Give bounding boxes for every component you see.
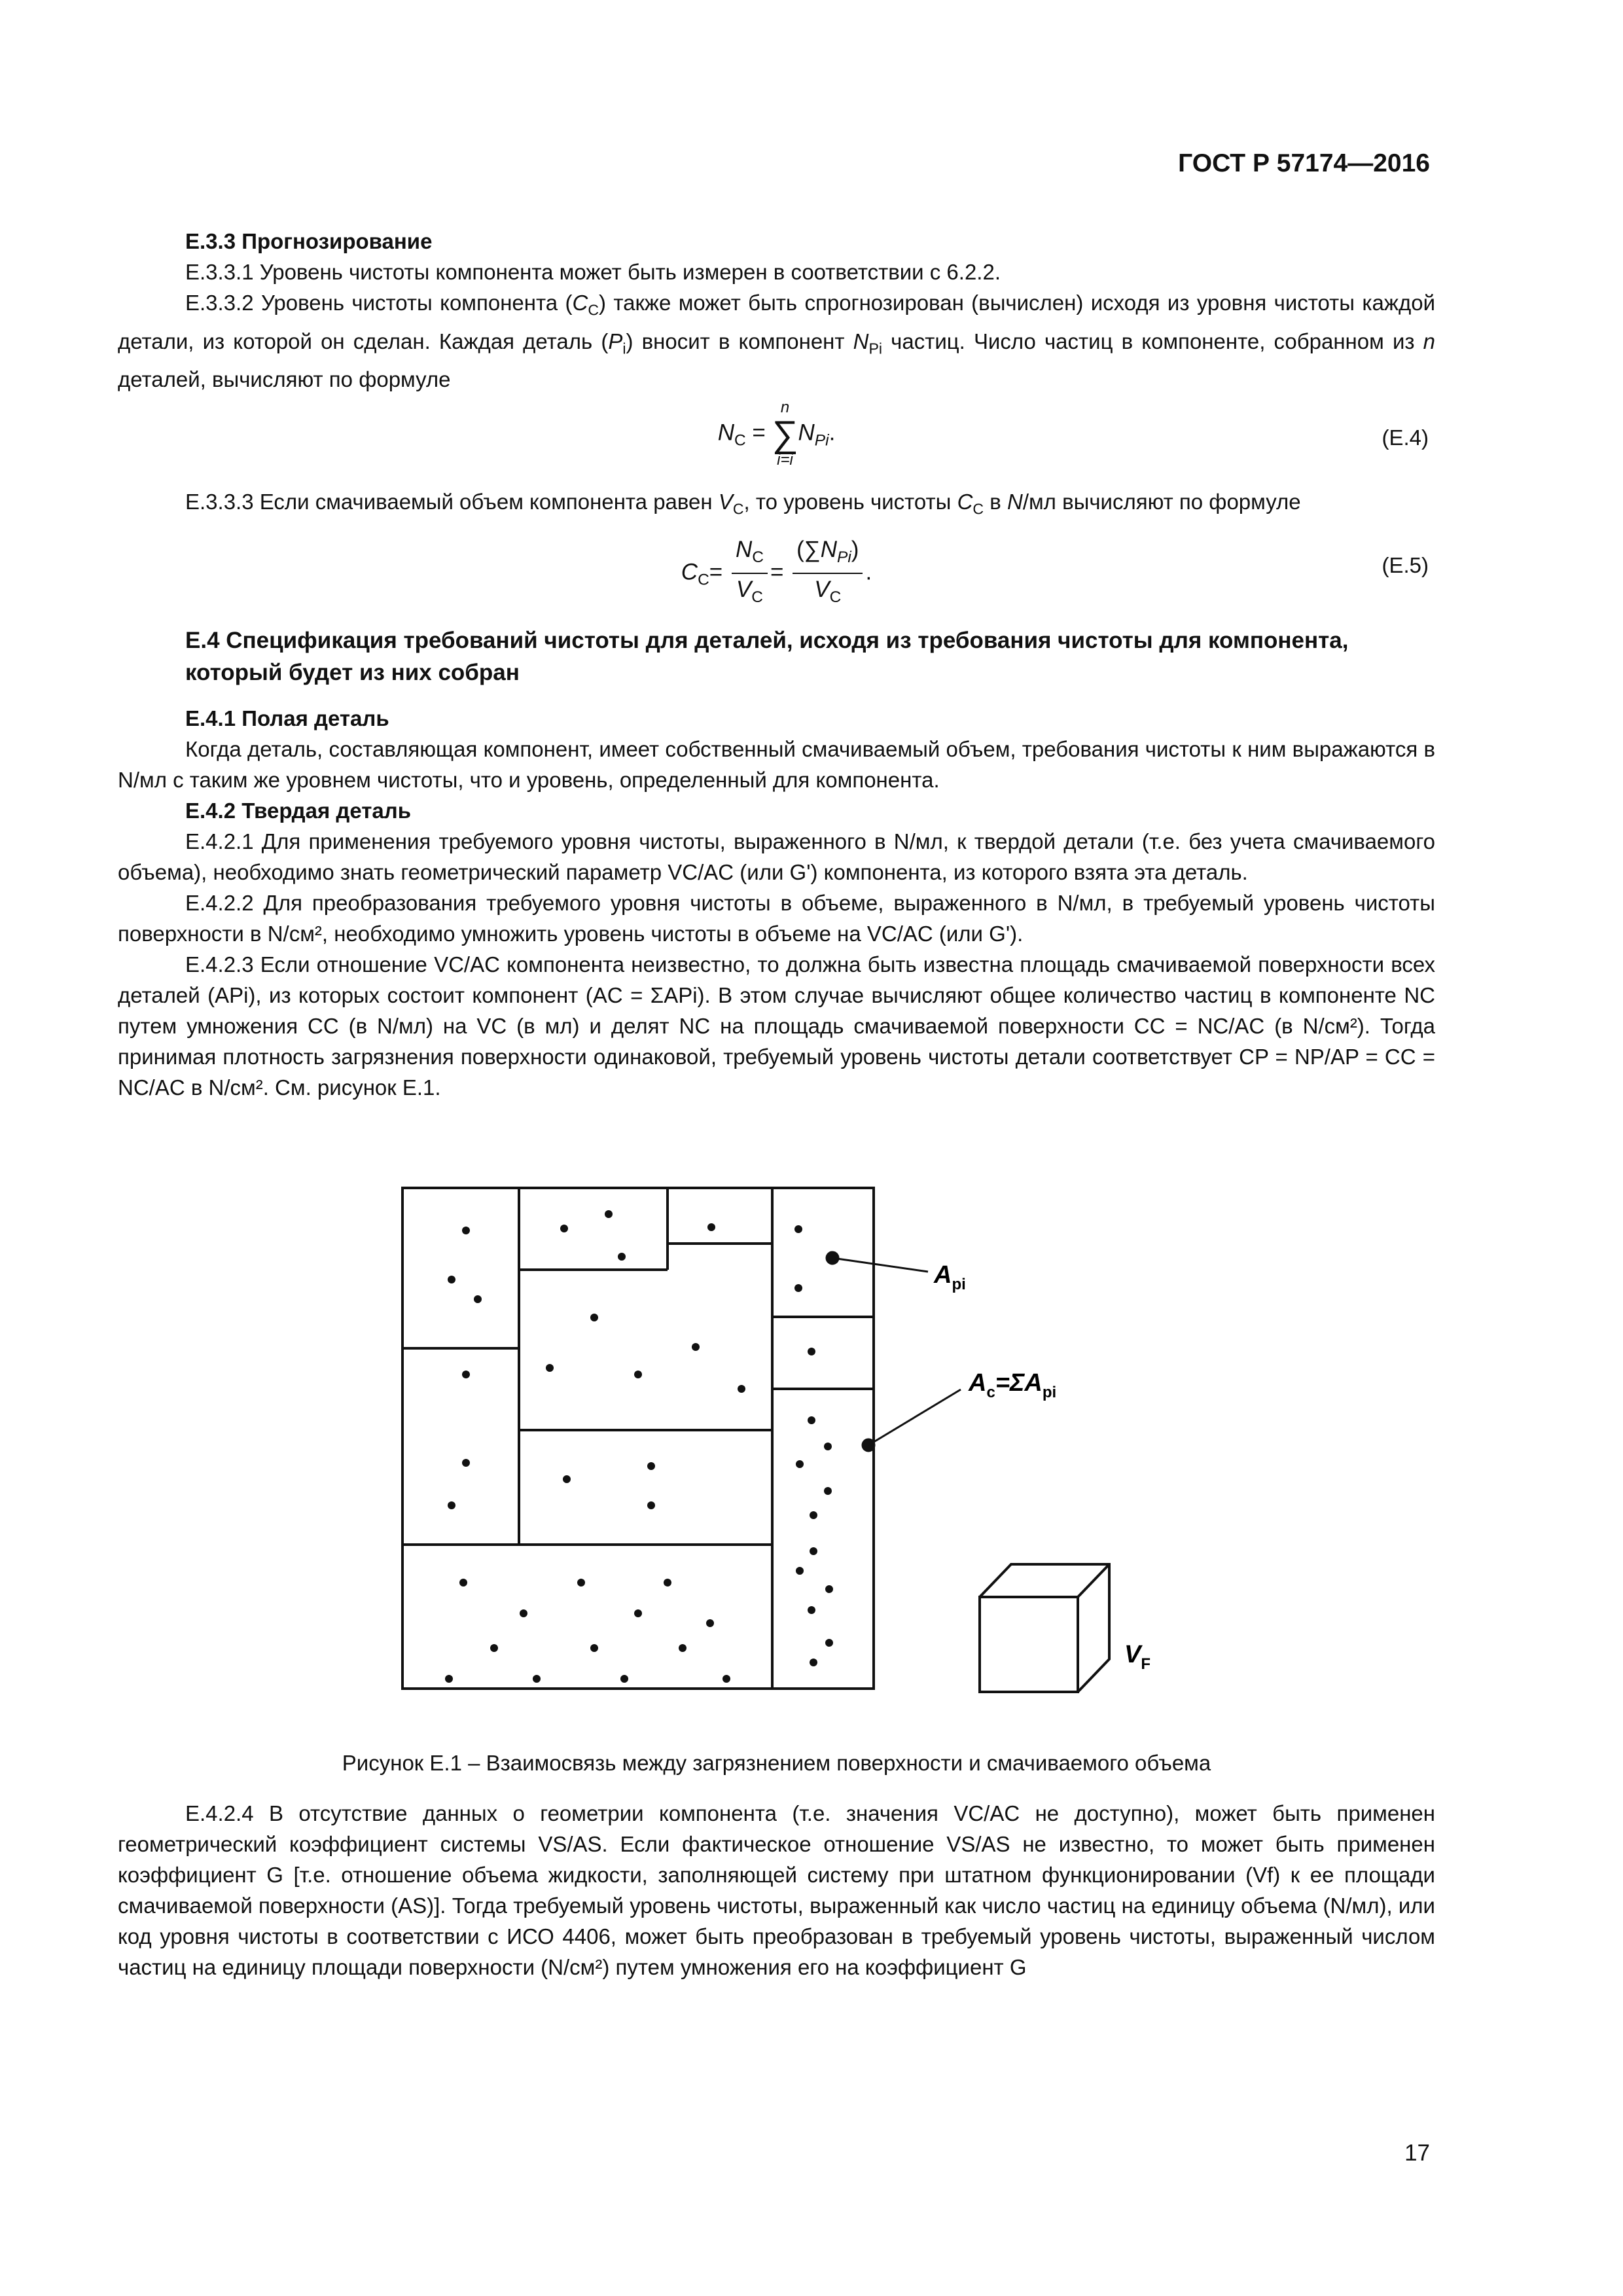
- label-api: $A_{pi}$: [934, 1261, 966, 1293]
- section-title-e42: E.4.2 Твердая деталь: [185, 798, 412, 823]
- section-title-e33: E.3.3 Прогнозирование: [185, 229, 433, 253]
- page-number: 17: [1404, 2140, 1430, 2166]
- paragraph-e332: E.3.3.2 Уровень чистоты компонента $(C_C)$ также может быть спрогнозирован (вычислен) исходя из уровня чистоты каждой детали, из которой он сделан. Каждая деталь $(P_i)$ вносит в компонент $N_{Pi}$ частиц. Число частиц в компоненте, собранном из n деталей, вычисляют по формуле: [118, 291, 1436, 392]
- section-e424: [118, 1748, 1435, 1982]
- formula-e4: $N_C$ = n ∑ i=i $N_{Pi}$. (E.4): [717, 399, 1429, 469]
- paragraph-e41: Когда деталь, составляющая компонент, имеет собственный смачиваемый объем, требования чистоты к ним выражаются в N/мл с таким же уровнем чистоты, что и уровень, определенный для компонента.: [118, 736, 1435, 792]
- formula-e5: $C_C=$ $\frac{N_C}{V_C}$ = $\frac{(\sum N_{Pi})}{V_C}$ . (E.5): [118, 525, 1435, 610]
- paragraph-e422: E.4.2.2 Для преобразования требуемого уровня чистоты в объеме, выраженного в N/мл, в требуемый уровень чистоты поверхности в N/см², необходимо умножить уровень чистоты в объеме на VC/AC (или G').: [118, 890, 1435, 946]
- label-vf: $V_F$: [1124, 1641, 1151, 1673]
- section-title-e4: E.4 Спецификация требований чистоты для деталей, исходя из требования чистоты для компонента, который будет из них собран: [185, 627, 1349, 685]
- formula-number-e5: (E.5): [1382, 552, 1429, 577]
- paragraph-e423: E.4.2.3 Если отношение VC/AC компонента неизвестно, то должна быть известна площадь смачиваемой поверхности всех деталей (APi), из которых состоит компонент (AC = ΣAPi). В этом случае вычисляют общее количество частиц в компоненте NC путем умножения CC (в N/мл) на VC (в мл) и делят NC на площадь смачиваемой поверхности CC = NC/AC (в N/см²). Тогда принимая плотность загрязнения поверхности одинаковой, требуемый уровень чистоты детали соответствует CP = NP/AP = CC = NC/AC в N/см². См. рисунок E.1.: [118, 952, 1435, 1100]
- paragraph-e333: E.3.3.3 Если смачиваемый объем компонента равен $V_C$, то уровень чистоты $C_C$ в N/мл вычисляют по формуле: [185, 490, 1301, 518]
- paragraph-e424: E.4.2.4 В отсутствие данных о геометрии компонента (т.е. значения VC/AC не доступно), может быть применен геометрический коэффициент системы VS/AS. Если фактическое отношение VS/AS не известно, то может быть применен коэффициент G [т.е. отношение объема жидкости, заполняющей систему при штатном функционировании (Vf) к ее площади смачиваемой поверхности (AS)]. Тогда требуемый уровень чистоты, выраженный как число частиц на единицу объема (N/мл), или код уровня чистоты в соответствии с ИСО 4406, может быть преобразован в требуемый уровень чистоты, выраженный числом частиц на единицу площади поверхности (N/см²) путем умножения его на коэффициент G: [118, 1801, 1435, 1979]
- sum-symbol: n ∑ i=i: [772, 399, 798, 469]
- formula-number-e4: (E.4): [1382, 425, 1429, 450]
- label-ac: $A_c=\Sigma A_{pi}$: [969, 1369, 1057, 1401]
- paragraph-e421: E.4.2.1 Для применения требуемого уровня чистоты, выраженного в N/мл, к твердой детали (т.е. без учета смачиваемого объема), необходимо знать геометрический параметр VC/AC (или G') компонента, из которого взята эта деталь.: [118, 829, 1435, 884]
- paragraph-e331: E.3.3.1 Уровень чистоты компонента может быть измерен в соответствии с 6.2.2.: [185, 260, 1001, 284]
- fluid-volume-cube: [980, 1564, 1109, 1692]
- figure-e1: [0, 1178, 1623, 1767]
- section-e33: [118, 226, 1435, 1103]
- document-header: ГОСТ Р 57174—2016: [1178, 149, 1430, 177]
- figure-caption: Рисунок E.1 – Взаимосвязь между загрязнением поверхности и смачиваемого объема: [342, 1751, 1211, 1775]
- section-title-e41: E.4.1 Полая деталь: [185, 706, 389, 730]
- particle-dots: [445, 1210, 833, 1683]
